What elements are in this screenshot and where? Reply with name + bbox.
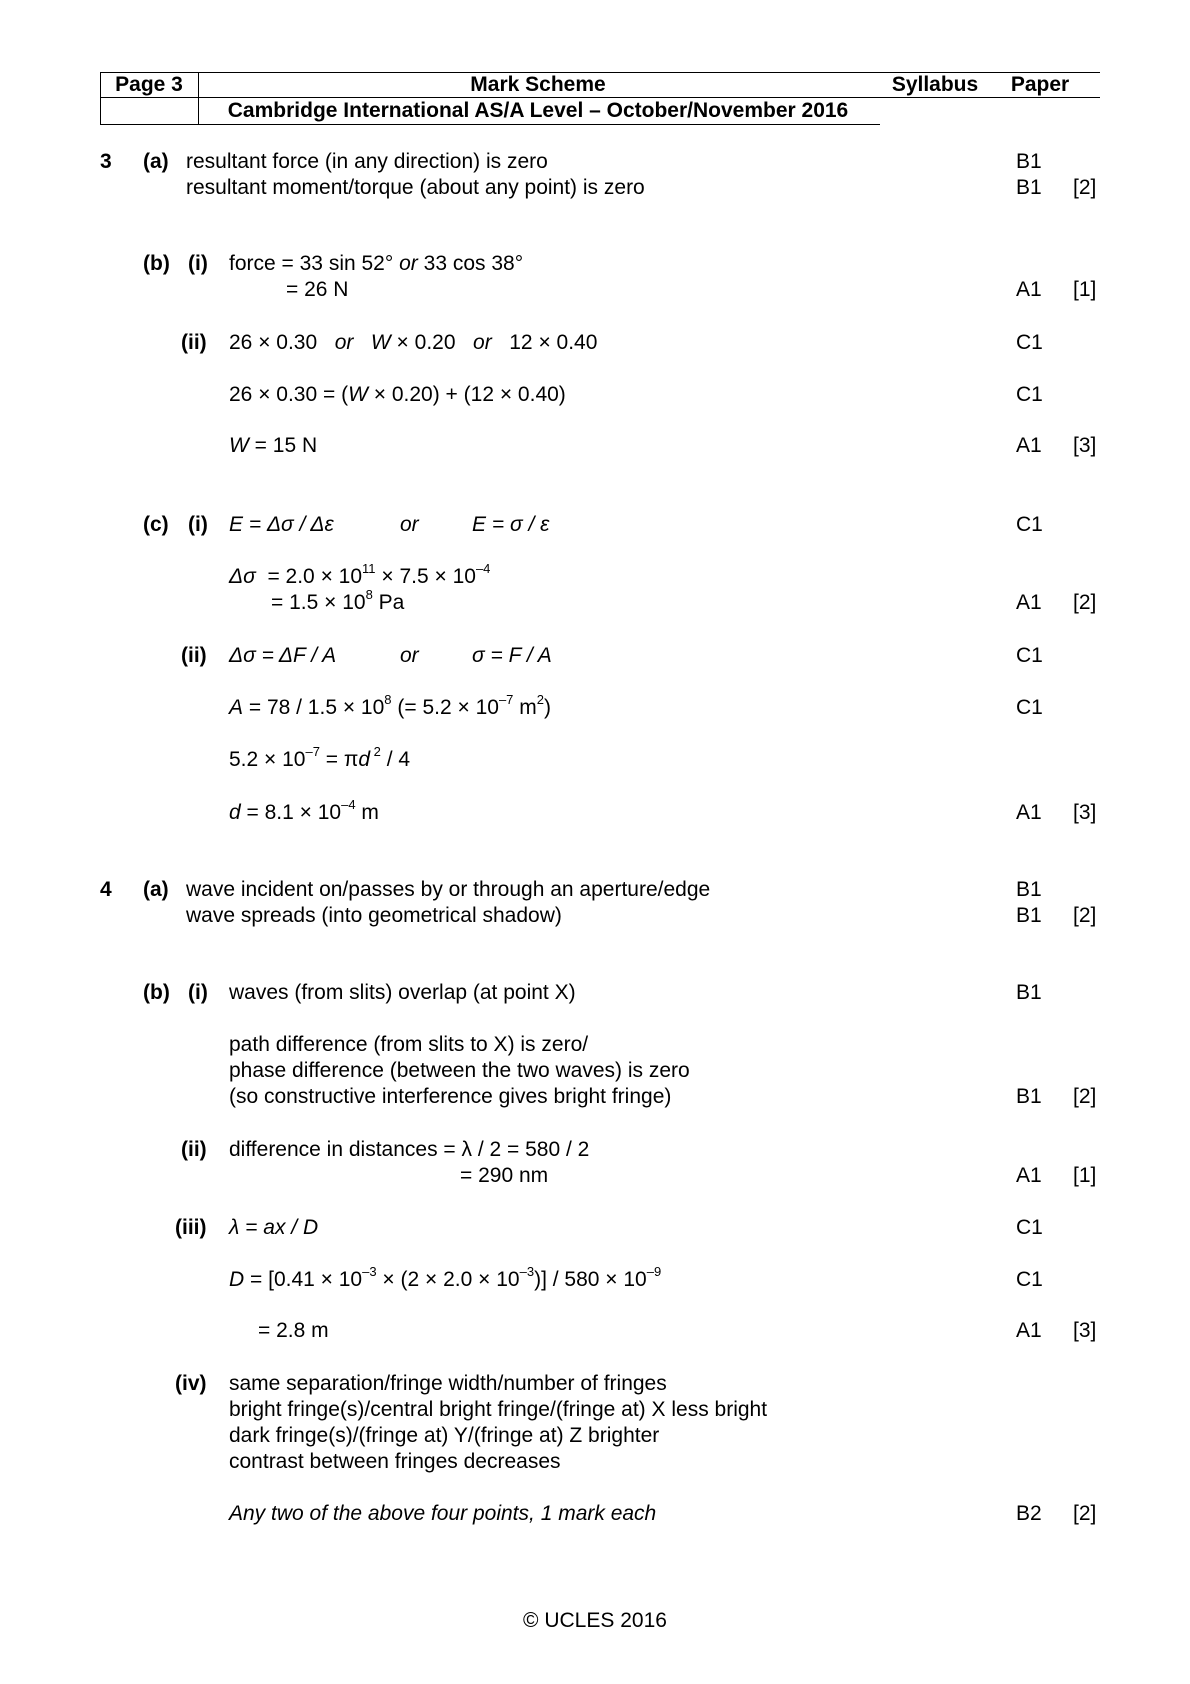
exponent: 2 [536,692,544,707]
answer-line: path difference (from slits to X) is zero/ [229,1033,589,1056]
answer-text: = 2.0 × 10 [267,565,363,588]
or-text: or [400,513,419,536]
answer-text: )] / 580 × 10 [534,1268,647,1291]
answer-text: = 78 / 1.5 × 10 [243,696,385,719]
or-text: or [473,331,492,354]
answer-text: m [513,696,537,719]
answer-text: 5.2 × 10 [229,748,306,771]
answer-text: = 8.1 × 10 [240,801,342,824]
subpart-label: (ii) [181,1138,207,1161]
page-number: Page 3 [115,73,183,96]
mark-code: B1 [1016,878,1042,901]
variable: W [229,434,249,457]
mark-code: C1 [1016,1268,1043,1291]
answer-text: 33 cos 38° [423,252,524,275]
subpart-label: (i) [188,513,208,536]
mark-code: A1 [1016,278,1042,301]
answer-text: ) [543,696,551,719]
exponent: –7 [498,692,514,707]
exponent: –7 [305,744,320,759]
exponent: 2 [370,744,381,759]
answer-text: = 33 sin 52° [281,252,394,275]
subpart-label: (iv) [175,1372,207,1395]
part-label: (b) [143,252,170,275]
variable: d [229,801,241,824]
header-paper: Paper [1010,73,1070,96]
answer-text: m [355,801,379,824]
header-title: Mark Scheme [470,73,606,96]
answer-line [229,561,491,590]
answer-line: dark fringe(s)/(fringe at) Y/(fringe at) Z brighter [229,1424,660,1447]
subpart-label: (i) [188,252,208,275]
exponent: –3 [519,1264,535,1279]
mark-total: [2] [1073,904,1097,927]
answer-text: 12 × 0.40 [509,331,598,354]
answer-text: × 0.20) + (12 × 0.40) [367,383,566,406]
answer-text: / 4 [380,748,411,771]
variable: Δσ [229,565,256,588]
answer-line [229,382,566,408]
answer-line: phase difference (between the two waves) is zero [229,1059,690,1082]
part-label: (a) [143,150,169,173]
variable: d [358,748,371,771]
answer-text: = 1.5 × 10 [271,591,366,614]
mark-code: A1 [1016,434,1042,457]
answer-line: = 26 N [286,278,349,301]
answer-line: resultant force (in any direction) is zero [186,150,548,173]
answer-line: same separation/fringe width/number of fringes [229,1372,667,1395]
answer-line: (so constructive interference gives bright fringe) [229,1085,672,1108]
mark-total: [2] [1073,1085,1097,1108]
header-bottom-rule [100,124,880,125]
answer-line: = 290 nm [460,1164,549,1187]
variable: D [229,1268,245,1291]
or-text: or [334,331,354,354]
answer-text: × (2 × 2.0 × 10 [376,1268,520,1291]
exponent: 11 [362,561,376,576]
mark-code: B1 [1016,904,1042,927]
answer-line: difference in distances = λ / 2 = 580 / 2 [229,1138,590,1161]
mark-code: A1 [1016,1319,1042,1342]
answer-text: Pa [372,591,405,614]
mark-code: C1 [1016,331,1043,354]
mark-code: C1 [1016,513,1043,536]
part-label: (a) [143,878,169,901]
mark-total: [3] [1073,434,1097,457]
answer-line [229,251,523,277]
answer-line [229,744,411,773]
exponent: –3 [362,1264,377,1279]
mark-code: A1 [1016,591,1042,614]
answer-line: wave spreads (into geometrical shadow) [186,904,562,927]
header-subtitle: Cambridge International AS/A Level – October/November 2016 [227,99,849,122]
answer-text: 26 × 0.30 [229,331,318,354]
subpart-label: (ii) [181,644,207,667]
copyright-footer: © UCLES 2016 [523,1609,667,1632]
answer-line [229,1264,662,1293]
equation: E = Δσ / Δε [229,513,334,536]
variable: A [229,696,244,719]
equation: σ = F / A [472,644,552,667]
answer-line: = 2.8 m [258,1319,329,1342]
question-number: 4 [100,878,112,901]
answer-text: (= 5.2 × 10 [391,696,499,719]
equation: E = σ / ε [472,513,550,536]
subpart-label: (i) [188,981,208,1004]
mark-total: [2] [1073,176,1097,199]
mark-code: C1 [1016,644,1043,667]
mark-code: C1 [1016,1216,1043,1239]
mark-total: [3] [1073,801,1097,824]
question-number: 3 [100,150,112,173]
header-syllabus: Syllabus [891,73,979,96]
mark-code: A1 [1016,1164,1042,1187]
answer-line [271,587,405,616]
subpart-label: (iii) [175,1216,207,1239]
answer-text: = [0.41 × 10 [244,1268,363,1291]
marking-note: Any two of the above four points, 1 mark each [229,1502,657,1525]
exponent: 8 [365,587,373,602]
variable: W [348,383,368,406]
part-label: (c) [143,513,169,536]
answer-line: waves (from slits) overlap (at point X) [229,981,576,1004]
answer-line [229,797,379,826]
answer-text: = π [319,748,359,771]
equation: λ = ax / D [229,1216,319,1239]
answer-text: × 0.20 [390,331,456,354]
answer-text: = 15 N [248,434,318,457]
answer-text: × 7.5 × 10 [375,565,476,588]
exponent: –9 [646,1264,662,1279]
answer-text: 26 × 0.30 = ( [229,383,349,406]
or-text: or [400,644,419,667]
mark-code: B1 [1016,1085,1042,1108]
subpart-label: (ii) [181,331,207,354]
mark-code: C1 [1016,696,1043,719]
mark-total: [3] [1073,1319,1097,1342]
mark-code: A1 [1016,801,1042,824]
mark-code: C1 [1016,383,1043,406]
mark-total: [2] [1073,1502,1097,1525]
answer-line [229,330,597,356]
mark-code: B2 [1016,1502,1042,1525]
answer-text: force [229,252,276,275]
mark-total: [2] [1073,591,1097,614]
header-mid-rule [100,97,1100,98]
mark-total: [1] [1073,1164,1097,1187]
or-text: or [399,252,418,275]
exponent: 8 [384,692,392,707]
equation: Δσ = ΔF / A [229,644,337,667]
mark-code: B1 [1016,176,1042,199]
mark-code: B1 [1016,150,1042,173]
exponent: –4 [341,797,356,812]
answer-line: contrast between fringes decreases [229,1450,561,1473]
answer-line: bright fringe(s)/central bright fringe/(fringe at) X less bright [229,1398,768,1421]
variable: W [370,331,391,354]
exponent: –4 [475,561,491,576]
answer-line [229,692,551,721]
answer-line: wave incident on/passes by or through an aperture/edge [186,878,711,901]
answer-line: resultant moment/torque (about any point) is zero [186,176,645,199]
answer-line [229,433,317,459]
mark-code: B1 [1016,981,1042,1004]
part-label: (b) [143,981,170,1004]
mark-total: [1] [1073,278,1097,301]
